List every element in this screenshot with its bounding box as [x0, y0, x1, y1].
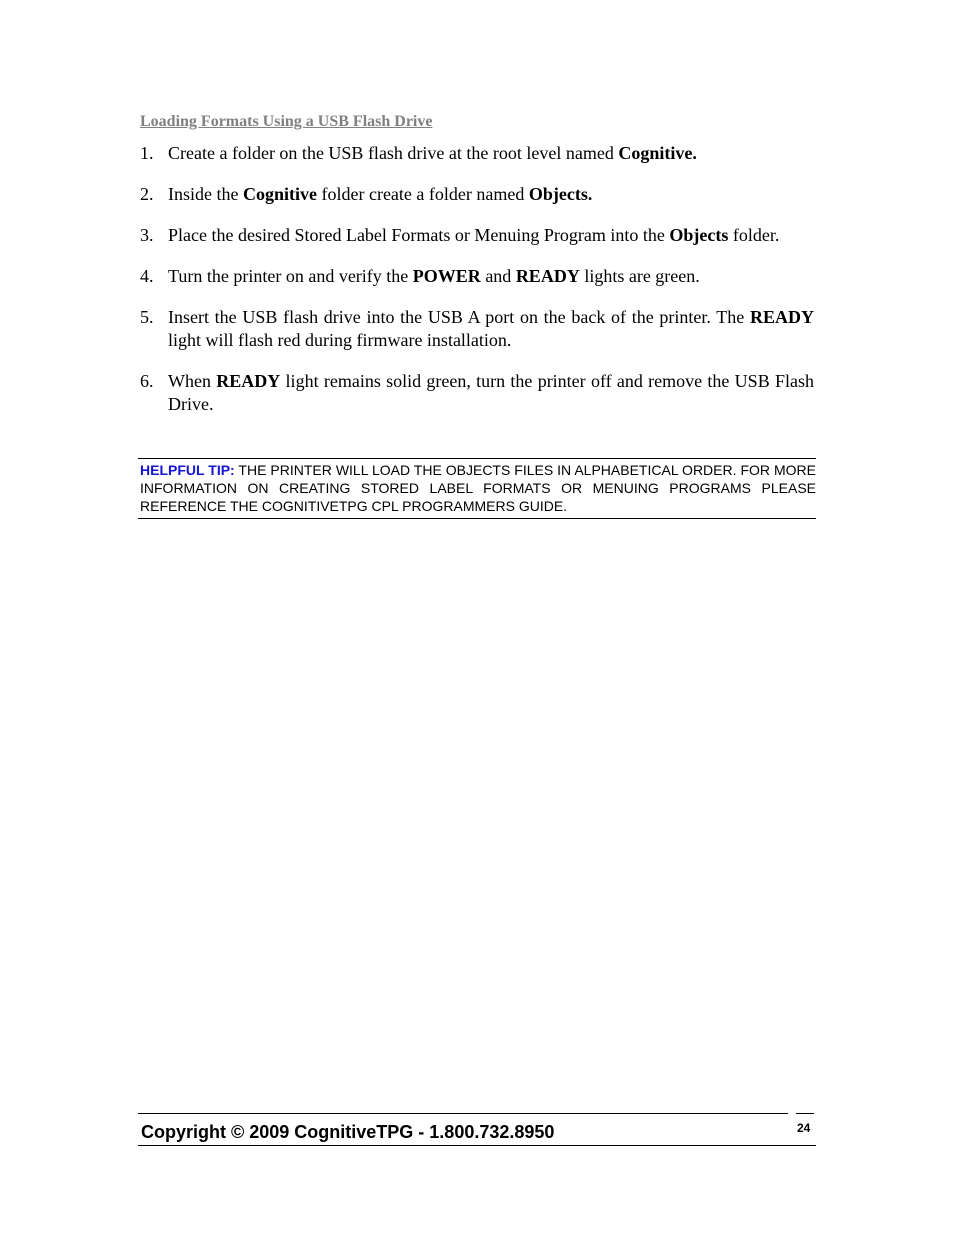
step-text-bold: Objects.	[528, 184, 593, 204]
section-heading: Loading Formats Using a USB Flash Drive	[140, 113, 433, 130]
step-text-part: light will flash red during firmware installation.	[168, 330, 512, 350]
step-text	[168, 370, 814, 416]
step-text	[168, 142, 814, 165]
step-text-part: Inside the	[168, 184, 243, 204]
step-text-bold: READY	[216, 371, 281, 391]
tip-label: HELPFUL TIP:	[140, 462, 235, 478]
step-text-bold: POWER	[412, 266, 481, 286]
step-text	[168, 183, 814, 206]
step-text-part: Insert the USB flash drive into the USB A port on the back of the printer. The	[168, 307, 750, 327]
list-item	[140, 306, 814, 352]
step-number: 6.	[140, 371, 154, 391]
step-text-bold: READY	[749, 307, 814, 327]
step-number: 3.	[140, 225, 154, 245]
step-text-bold: Cognitive	[242, 184, 317, 204]
step-text	[168, 224, 814, 247]
step-text-part: folder.	[728, 225, 780, 245]
step-text-part: Place the desired Stored Label Formats or Menuing Program into the	[168, 225, 670, 245]
footer-rule	[138, 1113, 788, 1114]
step-text	[168, 306, 814, 352]
list-item	[140, 370, 814, 416]
step-text-bold: Objects	[669, 225, 729, 245]
step-text-part: Create a folder on the USB flash drive at the root level named	[168, 143, 619, 163]
list-item	[140, 224, 814, 247]
footer-rule	[796, 1113, 814, 1114]
step-text-bold: Cognitive.	[618, 143, 697, 163]
step-text	[168, 265, 814, 288]
step-text-part: and	[480, 266, 516, 286]
step-text-part: lights are green.	[579, 266, 700, 286]
helpful-tip-box	[138, 458, 816, 519]
page-number: 24	[797, 1121, 811, 1135]
list-item	[140, 183, 814, 206]
step-number: 4.	[140, 266, 154, 286]
tip-text: THE PRINTER WILL LOAD THE OBJECTS FILES IN ALPHABETICAL ORDER. FOR MORE INFORMATION ON CREATING STORED LABEL FORMATS OR MENUING PROGRAMS PLEASE REFERENCE THE COGNITIVETPG CPL PROGRAMMERS GUIDE.	[140, 462, 816, 514]
step-text-part: light remains solid green, turn the printer off and remove the USB Flash Drive.	[168, 371, 814, 414]
step-text-part: Turn the printer on and verify the	[168, 266, 413, 286]
step-number: 2.	[140, 184, 154, 204]
step-text-part: folder create a folder named	[316, 184, 529, 204]
list-item	[140, 142, 814, 165]
list-item	[140, 265, 814, 288]
steps-list	[140, 142, 814, 434]
step-text-bold: READY	[515, 266, 580, 286]
footer-copyright: Copyright © 2009 CognitiveTPG - 1.800.732.8950	[141, 1122, 555, 1142]
step-number: 5.	[140, 307, 154, 327]
step-text-part: When	[168, 371, 217, 391]
step-number: 1.	[140, 143, 154, 163]
footer-rule	[138, 1145, 816, 1146]
